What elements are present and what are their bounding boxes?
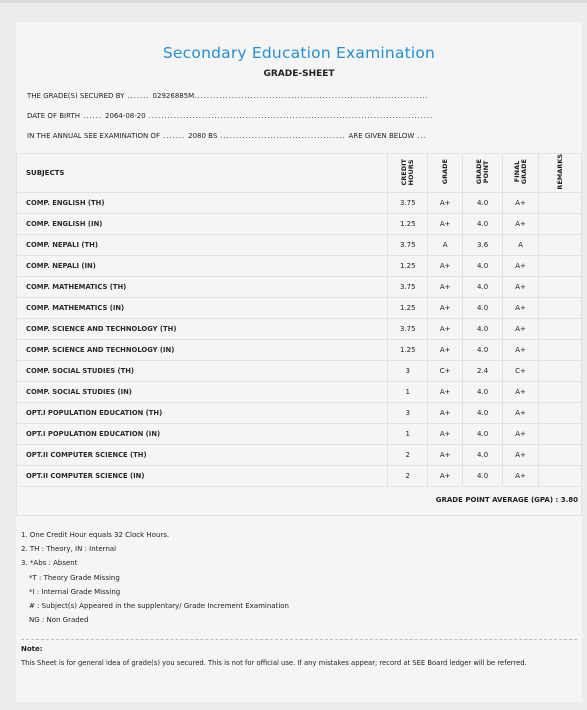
table-row: [17, 444, 582, 465]
grade-point-cell: 4.0: [463, 255, 503, 276]
subject-cell: OPT.I POPULATION EDUCATION (IN): [17, 423, 388, 444]
credit-hours-cell: 1.25: [388, 255, 428, 276]
credit-hours-cell: 1.25: [388, 213, 428, 234]
grade-point-cell: 4.0: [463, 465, 503, 486]
remarks-cell: [539, 234, 582, 255]
subject-cell: OPT.II COMPUTER SCIENCE (IN): [17, 465, 388, 486]
table-row: [17, 255, 582, 276]
final-grade-cell: A+: [503, 192, 539, 213]
table-header-row: [17, 154, 582, 193]
grade-point-cell: 4.0: [463, 297, 503, 318]
remarks-cell: [539, 192, 582, 213]
grade-cell: A+: [428, 423, 463, 444]
final-grade-cell: C+: [503, 360, 539, 381]
table-row: [17, 381, 582, 402]
subject-cell: COMP. SCIENCE AND TECHNOLOGY (TH): [17, 318, 388, 339]
remarks-cell: [539, 360, 582, 381]
grade-point-cell: 4.0: [463, 318, 503, 339]
table-row: [17, 297, 582, 318]
secured-by-line: THE GRADE(S) SECURED BY ....... 02926885M...........................................................................: [27, 92, 429, 100]
page-title: Secondary Education Examination: [162, 44, 436, 62]
grade-cell: A: [428, 234, 463, 255]
grade-sheet: [16, 22, 582, 702]
grade-cell: A+: [428, 339, 463, 360]
dob-value: 2064-08-20: [104, 112, 146, 120]
credit-hours-cell: 3.75: [388, 276, 428, 297]
subject-cell: COMP. ENGLISH (TH): [17, 192, 388, 213]
table-row: [17, 339, 582, 360]
note-item: 3. *Abs : Absent: [21, 559, 78, 568]
table-row: [17, 402, 582, 423]
final-grade-cell: A+: [503, 276, 539, 297]
credit-hours-cell: 1: [388, 381, 428, 402]
note-item: NG : Non Graded: [29, 616, 89, 625]
remarks-cell: [539, 297, 582, 318]
grade-point-cell: 2.4: [463, 360, 503, 381]
subject-cell: OPT.I POPULATION EDUCATION (TH): [17, 402, 388, 423]
grade-point-cell: 4.0: [463, 381, 503, 402]
final-grade-cell: A+: [503, 318, 539, 339]
dob-label: DATE OF BIRTH: [27, 112, 80, 120]
remarks-cell: [539, 255, 582, 276]
credit-hours-cell: 1.25: [388, 297, 428, 318]
final-grade-cell: A: [503, 234, 539, 255]
grade-cell: A+: [428, 255, 463, 276]
credit-hours-cell: 3.75: [388, 192, 428, 213]
grade-point-cell: 3.6: [463, 234, 503, 255]
remarks-cell: [539, 339, 582, 360]
header-grade-point: GRADE POINT: [463, 154, 503, 193]
header-final-grade: FINAL GRADE: [503, 154, 539, 193]
final-grade-cell: A+: [503, 444, 539, 465]
grade-cell: A+: [428, 381, 463, 402]
credit-hours-cell: 3: [388, 402, 428, 423]
table-row: [17, 234, 582, 255]
dashed-divider: [21, 639, 577, 640]
remarks-cell: [539, 381, 582, 402]
final-grade-cell: A+: [503, 402, 539, 423]
final-grade-cell: A+: [503, 213, 539, 234]
grades-table: [16, 153, 582, 487]
note-item: # : Subject(s) Appeared in the supplentary/ Grade Increment Examination: [29, 602, 289, 611]
final-grade-cell: A+: [503, 255, 539, 276]
header-grade: GRADE: [428, 154, 463, 193]
grade-cell: A+: [428, 213, 463, 234]
remarks-cell: [539, 213, 582, 234]
grade-point-cell: 4.0: [463, 402, 503, 423]
grade-cell: A+: [428, 318, 463, 339]
grade-cell: A+: [428, 444, 463, 465]
grade-cell: A+: [428, 297, 463, 318]
exam-line: IN THE ANNUAL SEE EXAMINATION OF ....... 2080 BS ........................................ ARE GIVEN BELOW ...: [27, 132, 427, 140]
table-row: [17, 465, 582, 486]
gpa-value: 3.80: [560, 496, 578, 504]
subject-cell: OPT.II COMPUTER SCIENCE (TH): [17, 444, 388, 465]
grade-point-cell: 4.0: [463, 213, 503, 234]
credit-hours-cell: 3.75: [388, 234, 428, 255]
grade-point-cell: 4.0: [463, 423, 503, 444]
subject-cell: COMP. NEPALI (IN): [17, 255, 388, 276]
remarks-cell: [539, 444, 582, 465]
subject-cell: COMP. SOCIAL STUDIES (IN): [17, 381, 388, 402]
grade-point-cell: 4.0: [463, 444, 503, 465]
credit-hours-cell: 2: [388, 465, 428, 486]
subject-cell: COMP. MATHEMATICS (TH): [17, 276, 388, 297]
note-item: *T : Theory Grade Missing: [29, 573, 120, 582]
grade-point-cell: 4.0: [463, 339, 503, 360]
remarks-cell: [539, 276, 582, 297]
remarks-cell: [539, 423, 582, 444]
final-grade-cell: A+: [503, 339, 539, 360]
grade-point-cell: 4.0: [463, 192, 503, 213]
header-remarks: REMARKS: [539, 154, 582, 193]
gpa-label: GRADE POINT AVERAGE (GPA) :: [435, 496, 559, 504]
symbol-number: 02926885M: [152, 92, 195, 100]
grade-cell: A+: [428, 402, 463, 423]
final-grade-cell: A+: [503, 465, 539, 486]
exam-label: IN THE ANNUAL SEE EXAMINATION OF: [27, 132, 160, 140]
remarks-cell: [539, 402, 582, 423]
grade-cell: A+: [428, 276, 463, 297]
gpa-line: [436, 496, 578, 504]
table-row: [17, 276, 582, 297]
legend-notes: [21, 528, 289, 627]
final-grade-cell: A+: [503, 297, 539, 318]
note-item: 2. TH : Theory, IN : Internal: [21, 545, 117, 554]
grade-cell: A+: [428, 465, 463, 486]
credit-hours-cell: 2: [388, 444, 428, 465]
page-subtitle: GRADE-SHEET: [263, 69, 335, 79]
footer-note-title: Note:: [21, 645, 43, 653]
dob-line: DATE OF BIRTH ...... 2064-08-20 ...........................................................................................: [27, 112, 434, 120]
header-credit-hours: CREDIT HOURS: [388, 154, 428, 193]
final-grade-cell: A+: [503, 423, 539, 444]
subject-cell: COMP. SOCIAL STUDIES (TH): [17, 360, 388, 381]
grade-point-cell: 4.0: [463, 276, 503, 297]
table-row: [17, 423, 582, 444]
subject-cell: COMP. MATHEMATICS (IN): [17, 297, 388, 318]
credit-hours-cell: 1: [388, 423, 428, 444]
note-item: 1. One Credit Hour equals 32 Clock Hours.: [21, 531, 170, 539]
table-row: [17, 192, 582, 213]
credit-hours-cell: 3.75: [388, 318, 428, 339]
note-item: *I : Internal Grade Missing: [29, 587, 121, 596]
top-divider: [0, 0, 587, 3]
remarks-cell: [539, 465, 582, 486]
final-grade-cell: A+: [503, 381, 539, 402]
subject-cell: COMP. SCIENCE AND TECHNOLOGY (IN): [17, 339, 388, 360]
secured-by-label: THE GRADE(S) SECURED BY: [27, 92, 125, 100]
exam-year: 2080 BS: [188, 132, 218, 140]
grade-cell: A+: [428, 192, 463, 213]
subject-cell: COMP. NEPALI (TH): [17, 234, 388, 255]
grade-cell: C+: [428, 360, 463, 381]
table-row: [17, 360, 582, 381]
subject-cell: COMP. ENGLISH (IN): [17, 213, 388, 234]
remarks-cell: [539, 318, 582, 339]
credit-hours-cell: 1.25: [388, 339, 428, 360]
exam-suffix: ARE GIVEN BELOW: [348, 132, 415, 140]
table-row: [17, 213, 582, 234]
credit-hours-cell: 3: [388, 360, 428, 381]
table-row: [17, 318, 582, 339]
header-subjects: SUBJECTS: [17, 154, 388, 193]
footer-note-text: This Sheet is for general idea of grade(s) you secured. This is not for official use. If any mistakes appear; record at SEE Board ledger will be referred.: [21, 659, 527, 667]
